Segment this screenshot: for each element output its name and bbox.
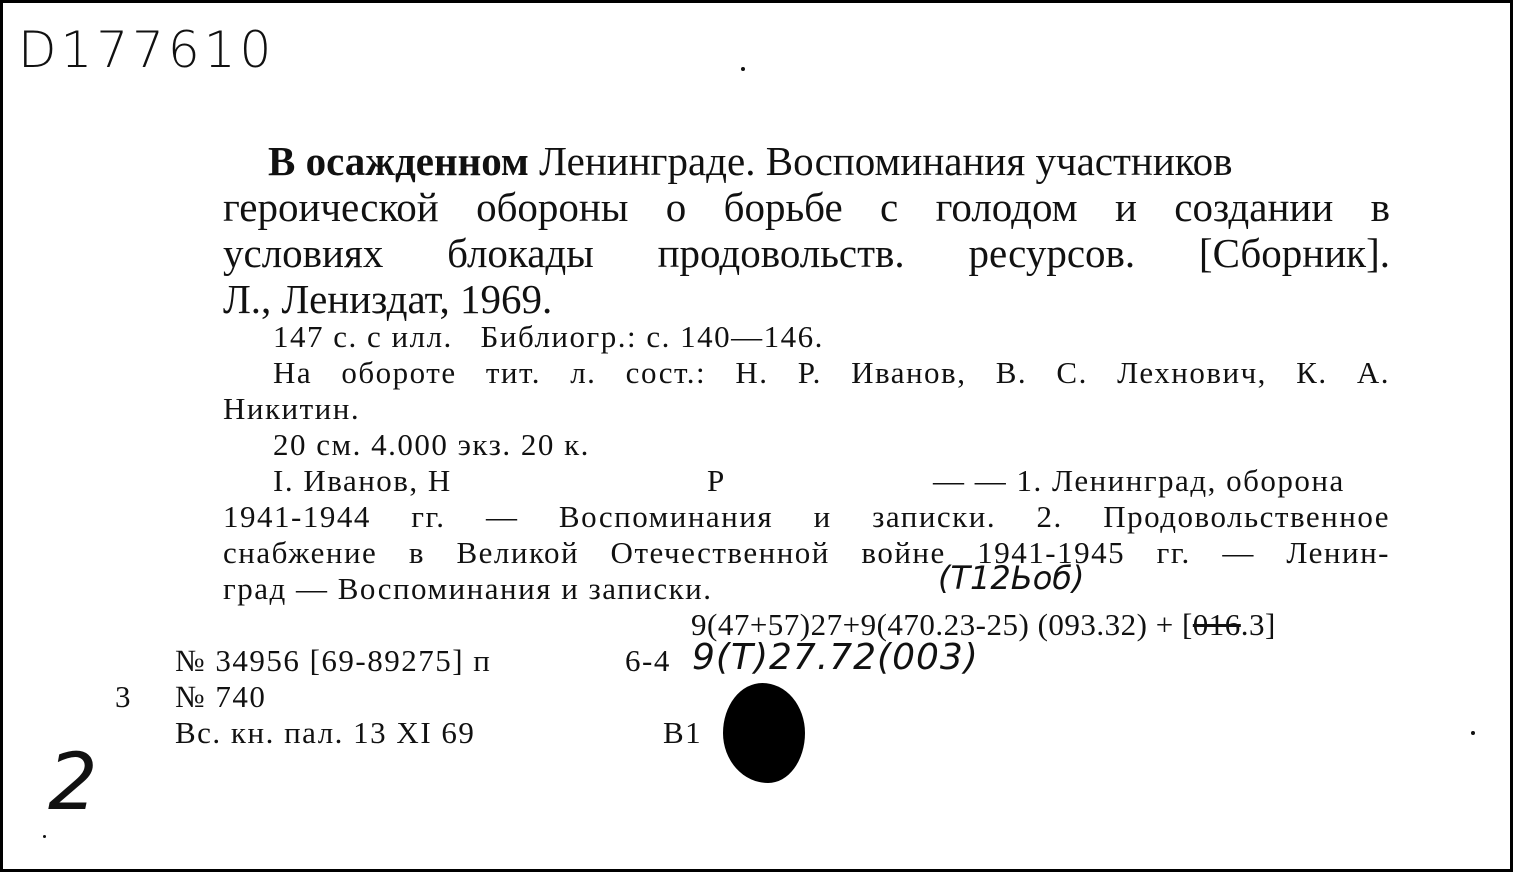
subject-line-2: 1941-1944 гг. — Воспоминания и записки. 2. Продовольственное <box>223 499 1390 534</box>
title-line-2: героической обороны о борьбе с голодом и создании в <box>223 184 1390 230</box>
title-rest: Ленинграде. Воспоминания участников <box>528 138 1233 184</box>
pages-bibliography: 147 с. с илл. Библиогр.: с. 140—146. <box>273 319 824 354</box>
subject-initial: Р <box>707 463 726 498</box>
compilers-line-1: На обороте тит. л. сост.: Н. Р. Иванов, В. С. Лехнович, К. А. <box>273 355 1390 390</box>
handwritten-catalog-number: D177610 <box>18 21 276 79</box>
title-bold: В осажденном <box>268 138 529 184</box>
chamber-mark: B1 <box>663 715 703 750</box>
handwritten-class-number: 9(Т)27.72(003) <box>692 637 979 678</box>
compilers-line-2: Никитин. <box>223 391 361 426</box>
registry-code: 6-4 <box>625 643 671 678</box>
size-edition: 20 см. 4.000 экз. 20 к. <box>273 427 590 462</box>
subject-added-entry: I. Иванов, Н <box>273 463 452 498</box>
registry-number: № 34956 [69-89275] п <box>175 643 492 678</box>
subject-line-3: снабжение в Великой Отечественной войне 1941-1945 гг. — Ленин- <box>223 535 1390 570</box>
handwritten-volume-mark: 2 <box>48 738 98 828</box>
classification-struck: 016 <box>1192 607 1241 642</box>
classification-tail: .3] <box>1240 607 1276 642</box>
speck-dot <box>1471 731 1475 735</box>
title-line-1 <box>268 138 1233 184</box>
speck-dot <box>43 835 46 838</box>
card-number: № 740 <box>175 679 267 714</box>
imprint-line: Л., Лениздат, 1969. <box>223 276 553 322</box>
title-line-3: условиях блокады продовольств. ресурсов. [Сборник]. <box>223 230 1390 276</box>
subject-heading-1: — — 1. Ленинград, оборона <box>933 463 1345 498</box>
classification-main: 9(47+57)27+9(470.23-25) (093.32) + [ <box>691 607 1193 642</box>
subject-line-4: град — Воспоминания и записки. <box>223 571 713 606</box>
registry-prefix: 3 <box>115 679 132 714</box>
catalog-card <box>3 3 1510 869</box>
chamber-date: Вс. кн. пал. 13 XI 69 <box>175 715 476 750</box>
ink-blot <box>723 683 805 783</box>
handwritten-bracket-note: (Т12Ьоб) <box>938 559 1085 597</box>
speck-dot <box>741 67 745 71</box>
